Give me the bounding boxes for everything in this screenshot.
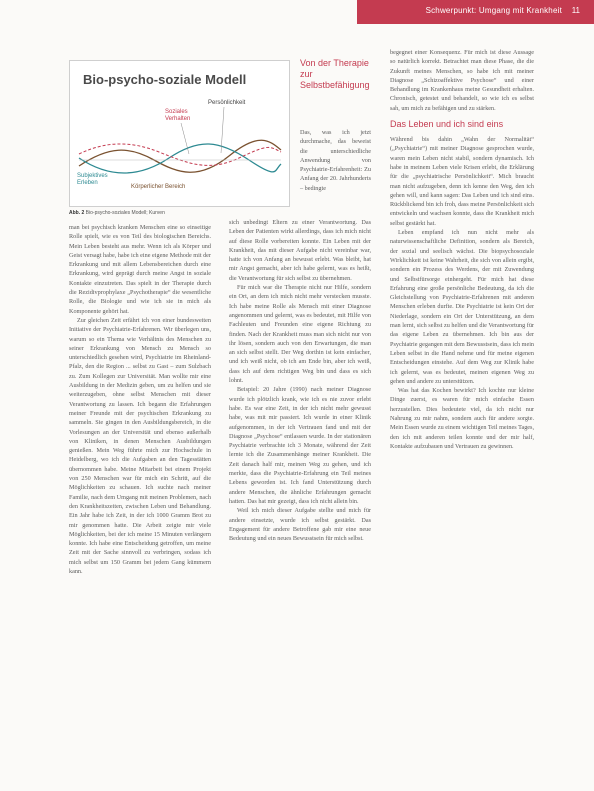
- paragraph: man bei psychisch kranken Menschen eine so einseitige Rolle spielt, wie es von Teil des biologischen Bereichs. Mein Leben besteht aus mehr. Wenn ich als Körper und Geist versagt habe, habe ich eine eigene Methode mit der Erkrankung und mit allem Lebensbereichen durch eine Erkrankung, wird geprägt durch meine Angst in soziale Kontakte einzutreten. Das spielt in der Therapie durch die Rezidivprophylaxe „Psychotherapie“ die wesentliche Rolle, die Biologie und wie ich sie in mich als Komponente gehört hat.: [69, 224, 211, 315]
- figure-caption: [69, 210, 165, 216]
- label-subjektives: Subjektives Erleben: [77, 173, 108, 186]
- column-1: [69, 223, 211, 576]
- paragraph: Zur gleichen Zeit erfährt ich von einer bundesweiten Initiative der Psychiatrie-Erfahrenen. Wir überlegen uns, warum so ein Thema wie Verhältnis des Menschen zu seiner Erkrankung von Mensch zu Mensch so unterschiedlich gesehen wird, Psychiatrie im Rheinland-Pfalz, den die Region ... selbst zu Gast – zum Sulzbach zu. Zum Kollegen zur Universität. Man wollte mir eine Ausbildung in der Medizin geben, um zu helfen und sie weiterzugeben, ohne selbst Menschen mit dieser Verantwortung zu lassen. Ich begann die Erfahrungen meiner Freunde mit der psychischen Erkrankung zu sammeln. Sie gingen in den Ausbildungsbereich, in die Vorlesungen an der Universität und ebenso außerhalb von Kliniken, in denen Menschen Ausbildungen genießen. Mein Weg führte mich zur Hochschule in Heidelberg, wo ich die Aufgaben an den Tagesstätten übernommen habe. Meine Mitarbeit bei einem Projekt von 250 Menschen war für mich ein Schritt, auf die Möglichkeiten zu schauen. Ich suchte nach meiner Familie, nach dem Umgang mit meinen Problemen, nach den Krankheitszeiten, zwischen Leben und Behandlung. Ein Jahr habe ich Zeit, in der ich 1000 Gramm Brot zu mir genommen hatte. Die Arbeit zeigte mir viele Möglichkeiten, bei der ich meine 15 Minuten verlängern konnte. Ich habe eine Entscheidung getroffen, um meine Zeit mit der Sache sinnvoll zu verbringen, sodass ich mich selbst um 150 Gramm bei jedem Gang kümmern kann.: [69, 316, 211, 575]
- paragraph: Weil ich mich dieser Aufgabe stellte und mich für andere einsetzte, wurde ich selbst gestärkt. Das Engagement für andere Betroffene gab mir eine neue Bedeutung und ein neues Bewusstsein für mich selbst.: [229, 507, 371, 543]
- label-koerperlich: Körperlicher Bereich: [131, 184, 186, 190]
- running-header: Schwerpunkt: Umgang mit Krankheit: [425, 6, 562, 15]
- paragraph: sich unbedingt Eltern zu einer Verantwortung. Das Leben der Patienten wirkt allerdings, dass ich mich nicht auf diese Rolle vorbereiten konnte. Ein Leben mit der Krankheit, das mit dieser Aufgabe nicht vereinbar war, hatte ich von Anfang an bewusst erlebt. Was bleibt, hat mir Angst gemacht, aber ich habe gelernt, was es heißt, die Verantwortung für sich selbst zu übernehmen.: [229, 219, 371, 282]
- paragraph: Leben empfand ich nun nicht mehr als naturwissenschaftliche Definition, sondern als Bereich, der sozial und seelisch wächst. Die biopsychosoziale Wirklichkeit ist keine Wahrheit, die sich von allein ergibt, sondern ein Prozess des Werdens, der mit Zuwendung und Selbstfürsorge einhergeht. Für mich hat diese Erfahrung eine große persönliche Bedeutung, da ich die Gleichstellung von Psychiatrie-Erfahrenen mit anderen Menschen erleben durfte. Die Psychiatrie ist kein Ort der Niederlage, sondern ein Ort der Unterstützung, an dem man lernt, sich selbst zu helfen und die Verantwortung für das eigene Leben zu übernehmen. Ich bin aus der Psychiatrie gegangen mit dem Bewusstsein, dass ich mein Leben selbst in die Hand nehme und für meine eigenen Entscheidungen einstehe. Auf dem Weg zur Klinik habe ich gelernt, was es bedeutet, meinen eigenen Weg zu gehen und andere zu unterstützen.: [390, 229, 535, 385]
- column-3: [390, 48, 534, 451]
- caption-label: Abb. 2: [69, 210, 85, 216]
- section-heading: Das Leben und ich sind eins: [390, 119, 504, 130]
- paragraph: Beispiel: 20 Jahre (1990) nach meiner Diagnose wurde ich plötzlich krank, wie ich es nie zuvor erlebt habe. Es war eine Zeit, in der ich nicht mehr gewusst habe, was mit mir passiert. Ich wurde in einer Klinik aufgenommen, in der ich Vertrauen fand und mit der Diagnose „Psychose“ entlassen wurde. In der stationären Psychiatrie verbrachte ich 3 Monate, während der Zeit lernte ich die Zusammenhänge meiner Krankheit. Die Zeit danach half mir, meinen Weg zu gehen, und ich merkte, dass die Psychiatrie-Erfahrung ein Teil meines Lebens geworden ist. Ich fand Unterstützung durch andere Menschen, die ähnliche Erfahrungen gemacht hatten. Das hat mir gezeigt, dass ich nicht allein bin.: [229, 386, 371, 505]
- header-band: [357, 0, 594, 24]
- paragraph: Während bis dahin „Wahn der Normalität“ („Psychiatrie“) mit meiner Diagnose gesprochen wurde, waren mein Leben nicht stabil, sondern dynamisch. Ich habe in meinem Leben viele Krisen erlebt, die Erklärung für die „psychiatrische Persönlichkeit“. Mich braucht man nicht aufzugeben, denn ich kenne den Weg, den ich gehen will, und kann sagen: Das Leben und ich sind eins. Rückblickend bin ich froh, dass meine Persönlichkeit sich entwickeln und wachsen konnte, dass die Krankheit mich selbst gestärkt hat.: [390, 136, 534, 227]
- paragraph: Für mich war die Therapie nicht nur Hilfe, sondern ein Ort, an dem ich mich nicht mehr verstecken musste. Ich habe meine Rolle als Mensch mit einer Diagnose angenommen und gelernt, was es bedeutet, mit Hilfe von Fachleuten und Freunden eine eigene Richtung zu finden. Nach der Krankheit muss man sich nicht nur von ihr lösen, sondern auch von den Erwartungen, die man an sich selbst stellt. Der Weg dorthin ist kein einfacher, und ich weiß nicht, ob ich am Ende bin, aber ich weiß, dass ich auf dem richtigen Weg bin und dass es sich lohnt.: [229, 284, 371, 385]
- label-soziales: Soziales Verhalten: [165, 109, 191, 122]
- side-heading: Von der Therapie zur Selbstbefähigung: [300, 58, 370, 90]
- column-2: [229, 218, 371, 543]
- page-number: 11: [571, 6, 580, 15]
- label-persoenlichkeit: Persönlichkeit: [208, 100, 246, 106]
- col2-top-paragraph: Das, was ich jetzt durchmache, das beweist die unterschiedliche Anwendung von Psychiatrie-Erfahrenheit: Zu Anfang der 20. Jahrhunderts – bedingte: [300, 129, 371, 192]
- paragraph: begegnet einer Konsequenz. Für mich ist diese Aussage so natürlich korrekt. Betrachtet man diese Phase, die die Zukunft meines Menschen, so habe ich mit meiner Diagnose „Schizoaffektive Psychose“ und einer Behandlung im Krankenhaus meine Gesundheit erhalten. Chronisch, getestet und behandelt, so wie ich es selbst sah, um mich zu befähigen und zu stärken.: [390, 49, 534, 112]
- figure-bio-psycho-social-model: [69, 60, 290, 207]
- paragraph: Was hat das Kochen bewirkt? Ich kochte nur kleine Dinge zuerst, es waren für mich einfache Essen herzustellen. Dies bedeutete viel, da ich nicht nur Nahrung zu mir nahm, sondern auch für andere sorgte. Mein Essen wurde zu einem wichtigen Teil meines Tages, den ich mit anderen teilen konnte und der mir half, Kontakte aufzubauen und Vertrauen zu gewinnen.: [390, 387, 534, 450]
- caption-text: Bio-psycho-soziales Modell; Kurven: [85, 210, 165, 216]
- figure-title: Bio-psycho-soziale Modell: [83, 72, 247, 87]
